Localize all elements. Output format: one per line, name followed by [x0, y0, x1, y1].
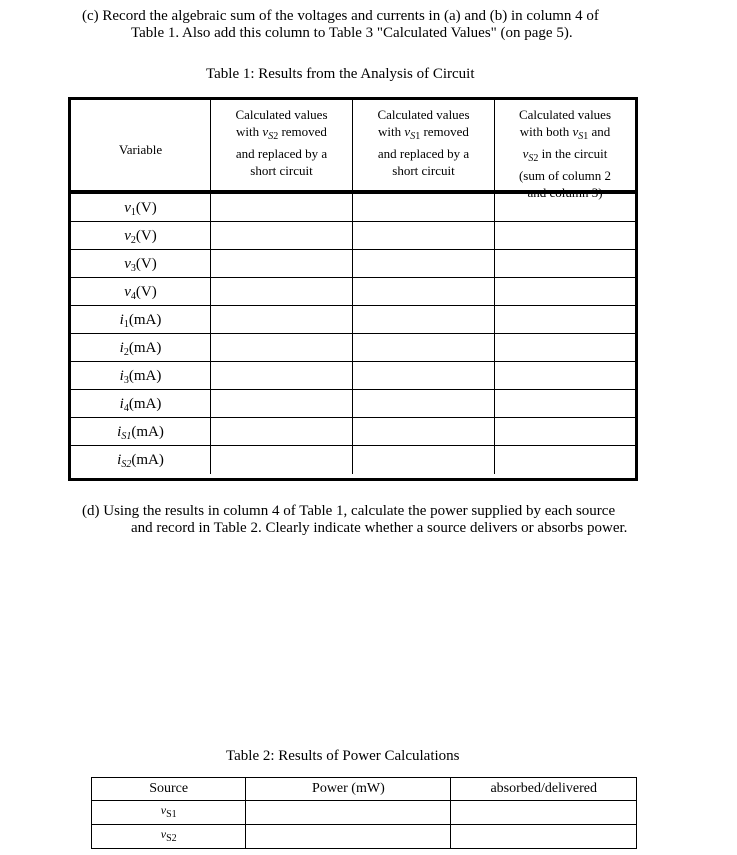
source-subscript: S1	[166, 809, 177, 820]
table-1-caption: Table 1: Results from the Analysis of Circuit	[206, 66, 475, 82]
variable-unit: (mA)	[128, 340, 162, 356]
section-d-line-2: and record in Table 2. Clearly indicate whether a source delivers or absorbs power.	[131, 520, 628, 536]
power-results-table-2	[91, 777, 637, 849]
value-cell-col-4[interactable]	[494, 334, 635, 361]
variable-cell	[71, 194, 210, 221]
source-symbol: v	[160, 803, 167, 817]
value-cell-col-2[interactable]	[210, 194, 352, 221]
variable-symbol: v	[124, 200, 131, 216]
variable-subscript: 3	[130, 263, 136, 274]
table-row	[71, 306, 635, 334]
source-symbol: v	[160, 827, 167, 841]
value-cell-col-3[interactable]	[352, 222, 494, 249]
header-power: Power (mW)	[246, 778, 451, 801]
section-c-line-2: Table 1. Also add this column to Table 3 "Calculated Values" (on page 5).	[131, 25, 573, 41]
variable-unit: (V)	[135, 200, 157, 216]
variable-unit: (mA)	[128, 396, 162, 412]
variable-unit: (mA)	[131, 452, 164, 468]
value-cell-col-2[interactable]	[210, 334, 352, 361]
section-c-instructions	[82, 8, 702, 42]
value-cell-col-3[interactable]	[352, 446, 494, 474]
value-cell-col-4[interactable]	[494, 362, 635, 389]
table-1-body	[71, 194, 635, 474]
value-cell-col-4[interactable]	[494, 250, 635, 277]
variable-cell	[71, 362, 210, 389]
table-row	[71, 222, 635, 250]
value-cell-col-3[interactable]	[352, 278, 494, 305]
variable-cell	[71, 306, 210, 333]
variable-unit: (V)	[135, 284, 157, 300]
variable-subscript: 4	[123, 403, 129, 414]
value-cell-col-2[interactable]	[210, 418, 352, 445]
header-col-vs2-removed-label: Calculated values with $v_{S2}$ removed and replaced by a short circuit	[235, 107, 328, 178]
variable-symbol: i	[119, 340, 124, 356]
variable-symbol: i	[119, 312, 124, 328]
value-cell-col-2[interactable]	[210, 306, 352, 333]
variable-cell	[71, 334, 210, 361]
value-cell-col-3[interactable]	[352, 390, 494, 417]
variable-symbol: i	[117, 424, 122, 440]
variable-cell	[71, 278, 210, 305]
table-row	[71, 418, 635, 446]
table-row	[92, 801, 637, 825]
table-2-header-row	[92, 778, 637, 801]
value-cell-col-3[interactable]	[352, 362, 494, 389]
source-cell	[92, 825, 246, 849]
variable-cell	[71, 250, 210, 277]
variable-symbol: v	[124, 284, 131, 300]
variable-subscript: S1	[121, 431, 132, 442]
table-row	[71, 362, 635, 390]
header-variable-label: Variable	[118, 142, 163, 157]
table-row	[71, 194, 635, 222]
header-col-vs1-removed-label: Calculated values with $v_{S1}$ removed and replaced by a short circuit	[377, 107, 470, 178]
variable-cell	[71, 418, 210, 445]
value-cell-col-4[interactable]	[494, 306, 635, 333]
value-cell-col-4[interactable]	[494, 390, 635, 417]
table-2-caption: Table 2: Results of Power Calculations	[226, 748, 460, 764]
value-cell-col-2[interactable]	[210, 222, 352, 249]
absorbed-delivered-cell[interactable]	[451, 825, 637, 849]
variable-subscript: 1	[123, 319, 129, 330]
section-d-line-1: (d) Using the results in column 4 of Table 1, calculate the power supplied by each source	[82, 503, 616, 519]
variable-cell	[71, 390, 210, 417]
variable-symbol: i	[119, 368, 124, 384]
value-cell-col-2[interactable]	[210, 390, 352, 417]
variable-cell	[71, 446, 210, 474]
value-cell-col-2[interactable]	[210, 362, 352, 389]
value-cell-col-4[interactable]	[494, 222, 635, 249]
variable-subscript: 1	[130, 207, 136, 218]
table-row	[71, 334, 635, 362]
table-row	[71, 278, 635, 306]
value-cell-col-3[interactable]	[352, 334, 494, 361]
variable-subscript: 3	[123, 375, 129, 386]
header-col-vs1-removed	[352, 100, 494, 190]
value-cell-col-3[interactable]	[352, 418, 494, 445]
table-row	[92, 825, 637, 849]
power-value-cell[interactable]	[246, 825, 451, 849]
table-1-header	[71, 100, 635, 200]
value-cell-col-3[interactable]	[352, 306, 494, 333]
section-c-line-1: (c) Record the algebraic sum of the voltages and currents in (a) and (b) in column 4 of	[82, 8, 599, 24]
variable-unit: (V)	[135, 228, 157, 244]
variable-subscript: 2	[123, 347, 129, 358]
variable-subscript: 2	[130, 235, 136, 246]
table-row	[71, 446, 635, 474]
variable-symbol: v	[124, 228, 131, 244]
header-absorbed-delivered: absorbed/delivered	[451, 778, 637, 801]
power-value-cell[interactable]	[246, 801, 451, 825]
table-row	[71, 250, 635, 278]
header-col-sum	[494, 100, 635, 200]
value-cell-col-4[interactable]	[494, 194, 635, 221]
value-cell-col-4[interactable]	[494, 278, 635, 305]
value-cell-col-3[interactable]	[352, 250, 494, 277]
value-cell-col-2[interactable]	[210, 278, 352, 305]
header-col-vs2-removed	[210, 100, 352, 190]
value-cell-col-2[interactable]	[210, 446, 352, 474]
source-cell	[92, 801, 246, 825]
source-subscript: S2	[166, 833, 177, 844]
variable-subscript: S2	[121, 459, 132, 470]
variable-symbol: v	[124, 256, 131, 272]
variable-unit: (V)	[135, 256, 157, 272]
value-cell-col-3[interactable]	[352, 194, 494, 221]
variable-symbol: i	[117, 452, 122, 468]
variable-symbol: i	[119, 396, 124, 412]
variable-unit: (mA)	[131, 424, 164, 440]
variable-subscript: 4	[130, 291, 136, 302]
variable-cell	[71, 222, 210, 249]
header-col-sum-label: Calculated values with both $v_{S1}$ and $v_{S2}$ in the circuit (sum of column 2 and column 3)	[518, 107, 612, 200]
variable-unit: (mA)	[128, 312, 162, 328]
value-cell-col-4[interactable]	[494, 418, 635, 445]
absorbed-delivered-cell[interactable]	[451, 801, 637, 825]
variable-unit: (mA)	[128, 368, 162, 384]
table-row	[71, 390, 635, 418]
results-table-1	[68, 97, 638, 481]
section-d-instructions	[82, 503, 702, 537]
header-variable	[71, 100, 210, 190]
value-cell-col-4[interactable]	[494, 446, 635, 474]
header-source: Source	[92, 778, 246, 801]
value-cell-col-2[interactable]	[210, 250, 352, 277]
